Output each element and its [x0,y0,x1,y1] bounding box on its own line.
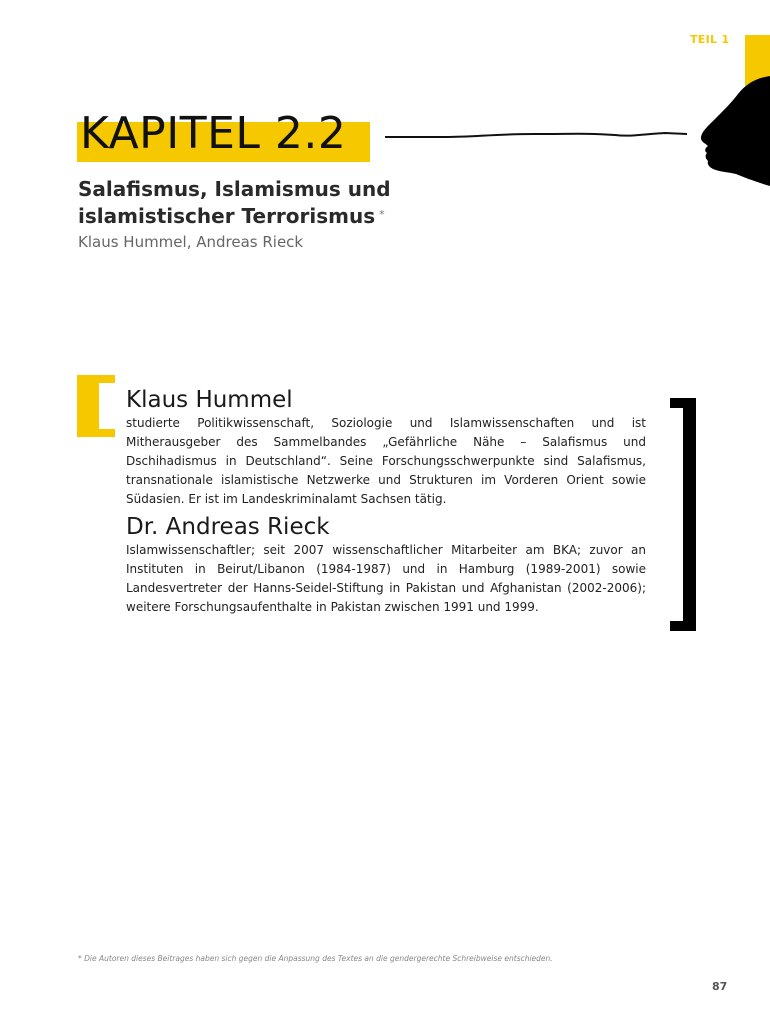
right-bracket-icon [670,398,696,631]
wavy-rule [385,128,690,144]
author-bio-hummel [126,386,646,509]
chapter-title [78,176,391,230]
chapter-title-line2: islamistischer Terrorismus [78,204,376,228]
face-silhouette-icon [696,76,770,186]
author-bio-text: studierte Politikwissenschaft, Soziologie und Islamwissenschaften und ist Mitherausgeber des Sammelbandes „Gefährliche Nähe – Salafismus und Dschihadismus in Deutschland“. Seine Forschungsschwerpunkte sind Salafismus, transnationale islamistische Netzwerke und Strukturen im Vorderen Orient sowie Südasien. Er ist im Landeskriminalamt Sachsen tätig. [126,416,646,506]
chapter-label: KAPITEL 2.2 [80,108,347,159]
page-number: 87 [712,980,728,993]
chapter-authors: Klaus Hummel, Andreas Rieck [78,233,304,251]
section-label: TEIL 1 [690,33,730,46]
author-bio-text: Islamwissenschaftler; seit 2007 wissenschaftlicher Mitarbeiter am BKA; zuvor an Instituten in Beirut/Libanon (1984-1987) und in Hamburg (1989-2001) sowie Landesvertreter der Hanns-Seidel-Stiftung in Pakistan und Afghanistan (2002-2006); weitere Forschungsaufenthalte in Pakistan zwischen 1991 und 1999. [126,543,646,614]
author-name: Klaus Hummel [126,387,293,413]
footnote-marker: * [379,208,385,221]
author-bio-rieck [126,513,646,617]
author-name: Dr. Andreas Rieck [126,514,330,540]
chapter-title-line1: Salafismus, Islamismus und [78,177,391,201]
footnote: * Die Autoren dieses Beitrages haben sich gegen die Anpassung des Textes an die gendergerechte Schreibweise entschieden. [78,954,553,963]
left-bracket-icon [77,375,115,437]
